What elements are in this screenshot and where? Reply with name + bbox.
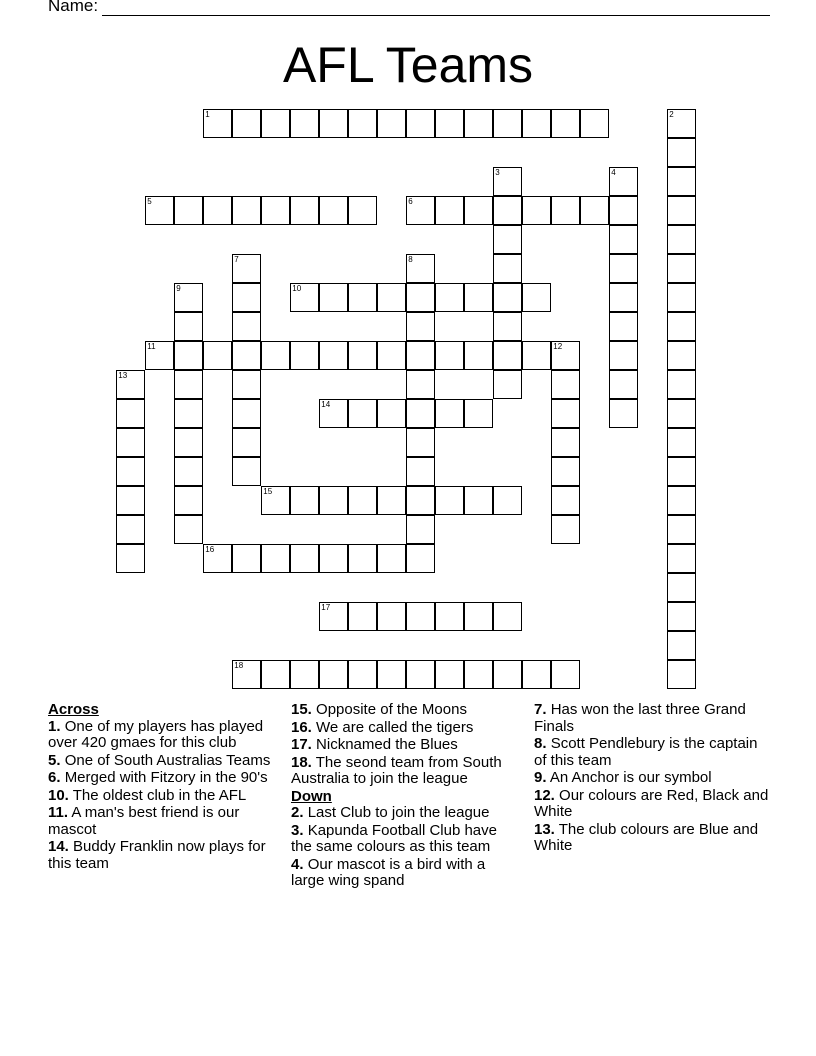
clue-text: One of my players has played over 420 gmaes for this club <box>48 717 264 751</box>
crossword-cell[interactable] <box>406 660 435 689</box>
clue-across-item <box>48 770 283 787</box>
clue-text: Nicknamed the Blues <box>316 736 458 753</box>
clue-down-item <box>534 788 769 821</box>
crossword-cell[interactable] <box>116 544 145 573</box>
clue-number: 3 <box>495 168 500 178</box>
clue-text: Has won the last three Grand Finals <box>534 701 746 735</box>
crossword-cell[interactable] <box>435 196 464 225</box>
clue-down-item <box>291 857 516 890</box>
crossword-cell[interactable] <box>667 428 696 457</box>
crossword-cell[interactable] <box>667 399 696 428</box>
crossword-cell[interactable] <box>319 399 348 428</box>
crossword-cell[interactable] <box>667 602 696 631</box>
crossword-cell[interactable] <box>203 341 232 370</box>
crossword-cell[interactable] <box>551 109 580 138</box>
crossword-cell[interactable] <box>261 486 290 515</box>
crossword-cell[interactable] <box>232 370 261 399</box>
clue-number: 16 <box>205 545 215 555</box>
clues-column-1 <box>48 702 283 873</box>
crossword-cell[interactable] <box>232 544 261 573</box>
clue-number: 4 <box>611 168 616 178</box>
crossword-cell[interactable] <box>116 457 145 486</box>
clue-number: 7. <box>534 701 547 718</box>
clue-text: The seond team from South Australia to join the league <box>291 753 502 787</box>
crossword-cell[interactable] <box>232 109 261 138</box>
crossword-cell[interactable] <box>522 283 551 312</box>
clue-across-item <box>48 719 283 752</box>
crossword-cell[interactable] <box>232 254 261 283</box>
crossword-cell[interactable] <box>261 196 290 225</box>
crossword-cell[interactable] <box>377 399 406 428</box>
clue-number: 11 <box>147 342 156 352</box>
crossword-cell[interactable] <box>406 457 435 486</box>
crossword-cell[interactable] <box>290 660 319 689</box>
crossword-cell[interactable] <box>319 196 348 225</box>
crossword-cell[interactable] <box>290 341 319 370</box>
clue-across-item <box>291 737 516 754</box>
crossword-cell[interactable] <box>174 341 203 370</box>
crossword-cell[interactable] <box>406 602 435 631</box>
clue-text: Buddy Franklin now plays for this team <box>48 838 266 872</box>
clue-number: 2 <box>669 110 674 120</box>
clue-number: 4. <box>291 855 304 873</box>
clue-across-item <box>48 788 283 805</box>
crossword-cell[interactable] <box>551 428 580 457</box>
crossword-cell[interactable] <box>348 486 377 515</box>
crossword-cell[interactable] <box>232 428 261 457</box>
crossword-cell[interactable] <box>290 109 319 138</box>
clue-down-item <box>291 823 516 856</box>
crossword-cell[interactable] <box>493 109 522 138</box>
crossword-cell[interactable] <box>493 254 522 283</box>
crossword-cell[interactable] <box>609 399 638 428</box>
crossword-cell[interactable] <box>348 544 377 573</box>
crossword-cell[interactable] <box>667 341 696 370</box>
crossword-cell[interactable] <box>667 225 696 254</box>
crossword-cell[interactable] <box>609 341 638 370</box>
clue-text: Kapunda Football Club have the same colours as this team <box>291 821 497 855</box>
clue-across-item <box>291 755 516 788</box>
crossword-cell[interactable] <box>174 515 203 544</box>
crossword-cell[interactable] <box>348 283 377 312</box>
crossword-cell[interactable] <box>406 515 435 544</box>
clue-text: The club colours are Blue and White <box>534 820 759 854</box>
clue-across-item <box>48 805 283 838</box>
crossword-cell[interactable] <box>174 457 203 486</box>
crossword-cell[interactable] <box>232 312 261 341</box>
crossword-cell[interactable] <box>406 341 435 370</box>
crossword-cell[interactable] <box>406 196 435 225</box>
page-title: AFL Teams <box>282 37 534 93</box>
name-label: Name: <box>48 0 99 15</box>
crossword-cell[interactable] <box>464 283 493 312</box>
crossword-cell[interactable] <box>116 399 145 428</box>
crossword-cell[interactable] <box>319 660 348 689</box>
crossword-cell[interactable] <box>493 486 522 515</box>
clue-number: 3. <box>291 821 304 839</box>
crossword-cell[interactable] <box>551 486 580 515</box>
crossword-cell[interactable] <box>667 515 696 544</box>
crossword-cell[interactable] <box>319 486 348 515</box>
crossword-cell[interactable] <box>609 312 638 341</box>
crossword-cell[interactable] <box>377 486 406 515</box>
crossword-cell[interactable] <box>348 660 377 689</box>
crossword-cell[interactable] <box>406 312 435 341</box>
crossword-cell[interactable] <box>232 399 261 428</box>
across-heading: Across <box>48 701 99 718</box>
clue-down-item <box>291 805 516 822</box>
crossword-cell[interactable] <box>493 283 522 312</box>
crossword-cell[interactable] <box>174 370 203 399</box>
crossword-cell[interactable] <box>609 196 638 225</box>
crossword-cell[interactable] <box>609 167 638 196</box>
crossword-cell[interactable] <box>522 341 551 370</box>
crossword-cell[interactable] <box>609 283 638 312</box>
crossword-cell[interactable] <box>551 341 580 370</box>
clue-down-item <box>534 770 769 787</box>
crossword-cell[interactable] <box>377 283 406 312</box>
clue-text: Scott Pendlebury is the captain of this team <box>534 735 758 769</box>
clue-number: 12. <box>534 786 555 804</box>
crossword-cell[interactable] <box>493 225 522 254</box>
crossword-cell[interactable] <box>551 370 580 399</box>
clue-number: 6 <box>408 197 413 207</box>
crossword-cell[interactable] <box>377 544 406 573</box>
crossword-cell[interactable] <box>435 602 464 631</box>
crossword-cell[interactable] <box>145 196 174 225</box>
crossword-cell[interactable] <box>667 457 696 486</box>
crossword-cell[interactable] <box>522 196 551 225</box>
crossword-cell[interactable] <box>435 109 464 138</box>
crossword-cell[interactable] <box>551 196 580 225</box>
crossword-cell[interactable] <box>232 196 261 225</box>
down-heading: Down <box>291 787 332 805</box>
crossword-cell[interactable] <box>261 109 290 138</box>
crossword-cell[interactable] <box>319 283 348 312</box>
crossword-cell[interactable] <box>290 196 319 225</box>
crossword-cell[interactable] <box>522 109 551 138</box>
crossword-cell[interactable] <box>551 399 580 428</box>
crossword-cell[interactable] <box>232 457 261 486</box>
clue-text: Opposite of the Moons <box>316 701 467 718</box>
crossword-cell[interactable] <box>667 283 696 312</box>
crossword-cell[interactable] <box>464 341 493 370</box>
crossword-cell[interactable] <box>464 109 493 138</box>
crossword-cell[interactable] <box>406 399 435 428</box>
crossword-cell[interactable] <box>493 370 522 399</box>
clue-text: We are called the tigers <box>316 718 474 736</box>
crossword-cell[interactable] <box>667 196 696 225</box>
clue-number: 2. <box>291 804 304 821</box>
crossword-cell[interactable] <box>667 109 696 138</box>
crossword-cell[interactable] <box>116 515 145 544</box>
crossword-cell[interactable] <box>116 370 145 399</box>
crossword-cell[interactable] <box>406 428 435 457</box>
clue-number: 18 <box>234 661 244 671</box>
crossword-cell[interactable] <box>348 196 377 225</box>
crossword-cell[interactable] <box>348 602 377 631</box>
crossword-cell[interactable] <box>261 660 290 689</box>
clue-number: 13 <box>118 371 128 381</box>
crossword-cell[interactable] <box>667 254 696 283</box>
crossword-cell[interactable] <box>435 486 464 515</box>
clue-text: Last Club to join the league <box>307 804 490 821</box>
crossword-cell[interactable] <box>580 196 609 225</box>
clue-down-item <box>534 736 769 769</box>
clue-text: One of South Australias Teams <box>64 751 271 769</box>
crossword-cell[interactable] <box>116 428 145 457</box>
crossword-cell[interactable] <box>348 341 377 370</box>
clue-across-item <box>48 839 283 872</box>
clue-number: 13. <box>534 820 555 838</box>
clue-number: 9. <box>534 769 547 786</box>
clue-number: 7 <box>234 255 239 265</box>
crossword-cell[interactable] <box>319 341 348 370</box>
crossword-cell[interactable] <box>667 486 696 515</box>
clue-text: A man's best friend is our mascot <box>48 804 240 838</box>
clue-number: 6. <box>48 769 61 786</box>
clue-text: Our colours are Red, Black and White <box>534 786 769 820</box>
clue-text: The oldest club in the AFL <box>72 786 247 804</box>
crossword-cell[interactable] <box>377 341 406 370</box>
crossword-cell[interactable] <box>319 109 348 138</box>
crossword-cell[interactable] <box>348 399 377 428</box>
crossword-cell[interactable] <box>145 341 174 370</box>
crossword-cell[interactable] <box>493 167 522 196</box>
crossword-cell[interactable] <box>406 544 435 573</box>
crossword-cell[interactable] <box>203 196 232 225</box>
crossword-cell[interactable] <box>493 196 522 225</box>
crossword-cell[interactable] <box>203 544 232 573</box>
crossword-cell[interactable] <box>261 544 290 573</box>
name-blank-line[interactable] <box>102 0 770 16</box>
clue-number: 15. <box>291 701 312 718</box>
crossword-cell[interactable] <box>435 283 464 312</box>
crossword-cell[interactable] <box>174 312 203 341</box>
clue-number: 5. <box>48 751 61 769</box>
crossword-cell[interactable] <box>406 283 435 312</box>
crossword-cell[interactable] <box>290 544 319 573</box>
crossword-cell[interactable] <box>609 225 638 254</box>
crossword-cell[interactable] <box>464 486 493 515</box>
crossword-cell[interactable] <box>667 631 696 660</box>
crossword-cell[interactable] <box>406 370 435 399</box>
crossword-cell[interactable] <box>232 660 261 689</box>
crossword-cell[interactable] <box>609 370 638 399</box>
crossword-cell[interactable] <box>377 109 406 138</box>
crossword-cell[interactable] <box>406 254 435 283</box>
crossword-cell[interactable] <box>667 370 696 399</box>
crossword-cell[interactable] <box>667 544 696 573</box>
clue-text: Our mascot is a bird with a large wing spand <box>291 855 486 889</box>
crossword-cell[interactable] <box>551 515 580 544</box>
crossword-cell[interactable] <box>493 602 522 631</box>
clue-number: 17 <box>321 603 331 613</box>
crossword-cell[interactable] <box>522 660 551 689</box>
clue-down-item <box>534 702 769 735</box>
crossword-cell[interactable] <box>290 486 319 515</box>
clue-number: 10 <box>292 284 302 294</box>
crossword-cell[interactable] <box>261 341 290 370</box>
clue-number: 5 <box>147 197 152 207</box>
crossword-cell[interactable] <box>667 138 696 167</box>
crossword-cell[interactable] <box>493 341 522 370</box>
crossword-cell[interactable] <box>174 283 203 312</box>
name-field[interactable] <box>48 0 770 16</box>
clue-number: 17. <box>291 736 312 753</box>
crossword-cell[interactable] <box>551 457 580 486</box>
clue-number: 16. <box>291 718 312 736</box>
crossword-cell[interactable] <box>580 109 609 138</box>
crossword-cell[interactable] <box>667 573 696 602</box>
crossword-cell[interactable] <box>232 283 261 312</box>
crossword-cell[interactable] <box>464 196 493 225</box>
crossword-cell[interactable] <box>174 196 203 225</box>
crossword-cell[interactable] <box>348 109 377 138</box>
clue-number: 12 <box>553 342 563 352</box>
clue-text: Merged with Fitzory in the 90's <box>64 769 268 786</box>
clue-number: 14. <box>48 838 69 855</box>
crossword-cell[interactable] <box>667 660 696 689</box>
clue-number: 1 <box>205 110 210 120</box>
clue-across-item <box>291 702 516 719</box>
clue-number: 15 <box>263 487 273 497</box>
clue-text: An Anchor is our symbol <box>549 769 712 786</box>
clue-across-item <box>48 753 283 770</box>
clue-number: 8 <box>408 255 413 265</box>
clue-number: 14 <box>321 400 331 410</box>
clue-number: 18. <box>291 753 312 771</box>
crossword-cell[interactable] <box>174 486 203 515</box>
crossword-cell[interactable] <box>174 399 203 428</box>
clues-column-3 <box>534 702 769 856</box>
crossword-cell[interactable] <box>609 254 638 283</box>
crossword-cell[interactable] <box>667 312 696 341</box>
crossword-cell[interactable] <box>116 486 145 515</box>
clue-number: 10. <box>48 786 69 804</box>
crossword-cell[interactable] <box>174 428 203 457</box>
crossword-cell[interactable] <box>406 109 435 138</box>
clue-number: 11. <box>48 804 69 821</box>
crossword-cell[interactable] <box>464 660 493 689</box>
crossword-cell[interactable] <box>406 486 435 515</box>
clues-column-2 <box>291 702 516 891</box>
clue-number: 8. <box>534 735 547 752</box>
crossword-cell[interactable] <box>667 167 696 196</box>
crossword-cell[interactable] <box>203 109 232 138</box>
crossword-cell[interactable] <box>464 602 493 631</box>
crossword-cell[interactable] <box>377 602 406 631</box>
crossword-cell[interactable] <box>435 399 464 428</box>
crossword-cell[interactable] <box>377 660 406 689</box>
clue-number: 1. <box>48 717 61 735</box>
crossword-cell[interactable] <box>493 660 522 689</box>
crossword-cell[interactable] <box>232 341 261 370</box>
clue-number: 9 <box>176 284 181 294</box>
crossword-cell[interactable] <box>435 341 464 370</box>
crossword-cell[interactable] <box>435 660 464 689</box>
crossword-cell[interactable] <box>464 399 493 428</box>
clue-down-item <box>534 822 769 855</box>
clue-across-item <box>291 720 516 737</box>
crossword-cell[interactable] <box>290 283 319 312</box>
crossword-cell[interactable] <box>493 312 522 341</box>
crossword-cell[interactable] <box>551 660 580 689</box>
crossword-cell[interactable] <box>319 602 348 631</box>
crossword-cell[interactable] <box>319 544 348 573</box>
